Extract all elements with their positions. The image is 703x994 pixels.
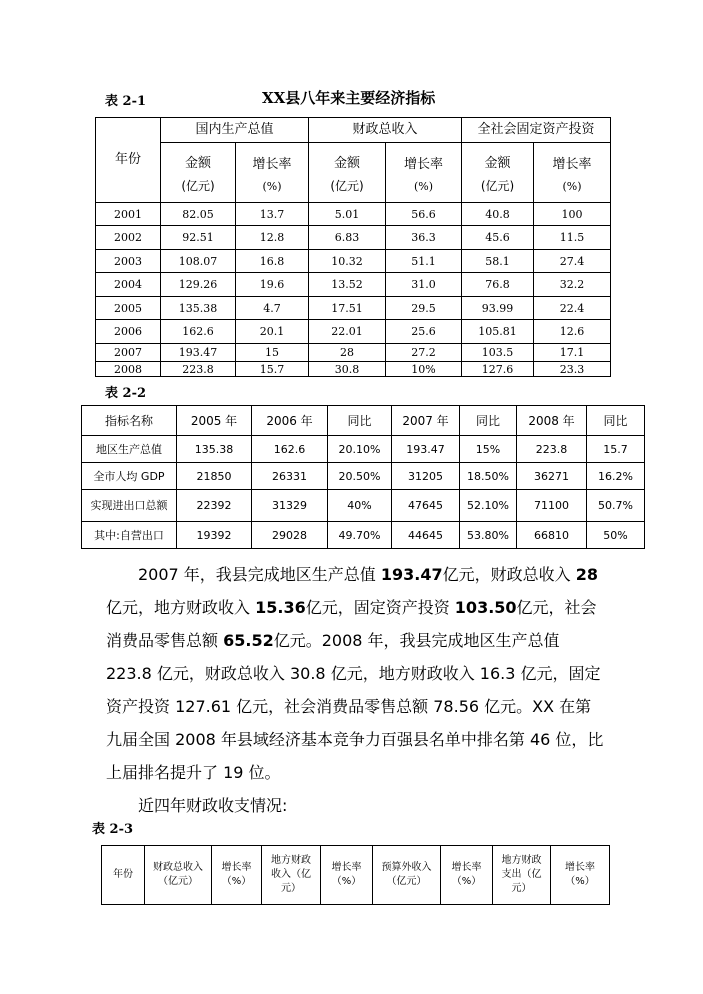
table3 <box>101 845 610 905</box>
group-gdp-header: 国内生产总值 <box>161 118 309 143</box>
table-row: 其中:自营出口 19392 29028 49.70% 44645 53.80% 66810 50% <box>82 522 645 549</box>
table-header-row: 年份 财政总收入（亿元） 增长率（%） 地方财政收入（亿元） 增长率（%） 预算外收入（亿元） 增长率（%） 地方财政支出（亿元） 增长率（%） <box>102 846 610 905</box>
table1-label: 表 2-1 <box>105 94 147 109</box>
table-row: 2004 129.26 19.6 13.52 31.0 76.8 32.2 <box>96 273 611 297</box>
growth-header: 增长率 (%) <box>386 143 462 203</box>
table-row: 全市人均 GDP 21850 26331 20.50% 31205 18.50% 36271 16.2% <box>82 463 645 490</box>
body-paragraph: 2007 年，我县完成地区生产总值 193.47亿元，财政总收入 28亿元，地方财政收入 15.36亿元，固定资产投资 103.50亿元，社会消费品零售总额 65.52亿元。2008 年，我县完成地区生产总值 223.8 亿元，财政总收入 30.8 亿元，地方财政收入 16.3 亿元，固定资产投资 127.61 亿元，社会消费品零售总额 78.56 亿元。XX 在第九届全国 2008 年县域经济基本竞争力百强县名单中排名第 46 位，比上届排名提升了 19 位。 近四年财政收支情况: <box>106 558 606 822</box>
col-year-header: 年份 <box>96 118 161 203</box>
table-row: 实现进出口总额 22392 31329 40% 47645 52.10% 71100 50.7% <box>82 490 645 522</box>
amount-header: 金额 (亿元) <box>462 143 534 203</box>
table-row: 2001 82.05 13.7 5.01 56.6 40.8 100 <box>96 203 611 226</box>
table-header-row: 指标名称 2005 年 2006 年 同比 2007 年 同比 2008 年 同比 <box>82 406 645 436</box>
amount-header: 金额 (亿元) <box>161 143 236 203</box>
section-intro: 近四年财政收支情况: <box>138 796 288 815</box>
table2-label: 表 2-2 <box>105 386 147 401</box>
table1-title: XX县八年来主要经济指标 <box>262 89 436 107</box>
growth-header: 增长率 (%) <box>534 143 611 203</box>
table-row: 2002 92.51 12.8 6.83 36.3 45.6 11.5 <box>96 226 611 250</box>
table1 <box>95 117 611 377</box>
table-row: 地区生产总值 135.38 162.6 20.10% 193.47 15% 223.8 15.7 <box>82 436 645 463</box>
amount-header: 金额 (亿元) <box>309 143 386 203</box>
table-row: 2008 223.8 15.7 30.8 10% 127.6 23.3 <box>96 362 611 377</box>
group-revenue-header: 财政总收入 <box>309 118 462 143</box>
table2 <box>81 405 645 549</box>
table3-label: 表 2-3 <box>92 822 134 837</box>
group-investment-header: 全社会固定资产投资 <box>462 118 611 143</box>
table-row: 2007 193.47 15 28 27.2 103.5 17.1 <box>96 344 611 362</box>
growth-header: 增长率 (%) <box>236 143 309 203</box>
table-row: 2006 162.6 20.1 22.01 25.6 105.81 12.6 <box>96 320 611 344</box>
table-row: 2005 135.38 4.7 17.51 29.5 93.99 22.4 <box>96 297 611 320</box>
table-row: 2003 108.07 16.8 10.32 51.1 58.1 27.4 <box>96 250 611 273</box>
